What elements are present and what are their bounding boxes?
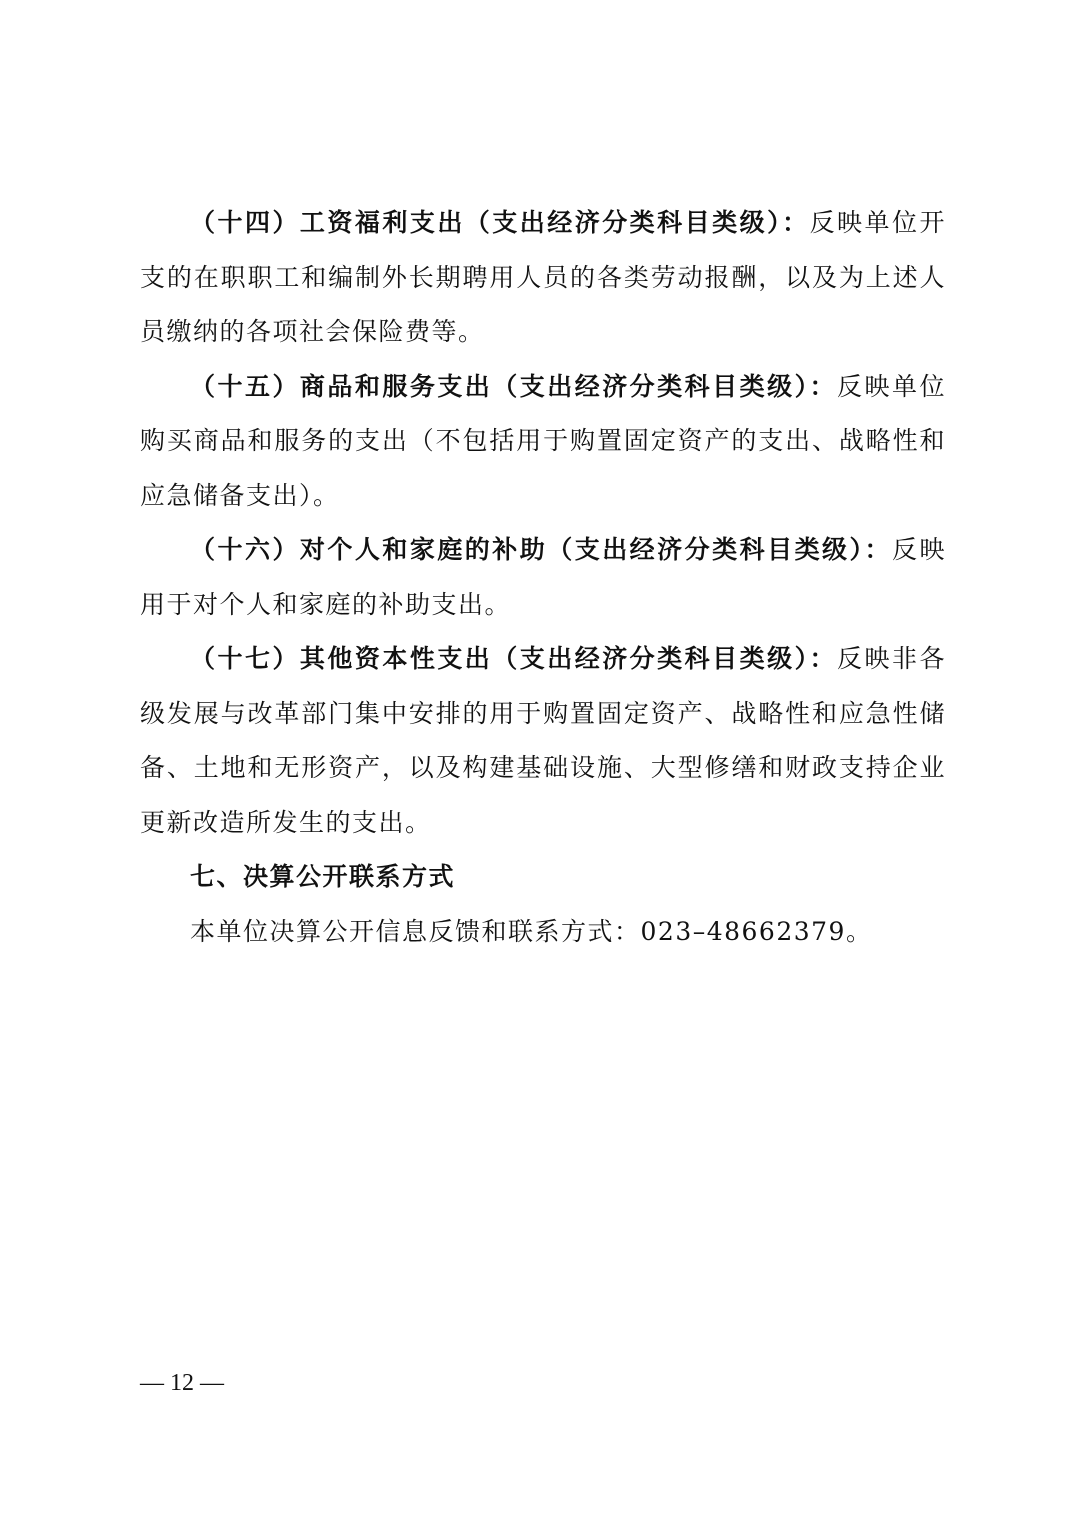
page-content: [140, 196, 946, 959]
section-heading-contact: 七、决算公开联系方式: [190, 862, 456, 891]
paragraph-lead: （十四）工资福利支出（支出经济分类科目类级）：: [190, 208, 810, 237]
paragraph-item-16: [140, 523, 946, 632]
paragraph-body: 反映单位购买商品和服务的支出（不包括用于购置固定资产的支出、战略性和应急储备支出）。: [140, 371, 946, 510]
paragraph-body: 反映单位开支的在职职工和编制外长期聘用人员的各类劳动报酬，以及为上述人员缴纳的各项社会保险费等。: [140, 208, 946, 346]
paragraph-lead: （十七）其他资本性支出（支出经济分类科目类级）：: [190, 644, 838, 673]
paragraph-body: 反映非各级发展与改革部门集中安排的用于购置固定资产、战略性和应急性储备、土地和无形资产，以及构建基础设施、大型修缮和财政支持企业更新改造所发生的支出。: [140, 644, 946, 837]
page-number: — 12 —: [140, 1370, 224, 1396]
paragraph-item-17: [140, 632, 946, 850]
paragraph-body: 反映用于对个人和家庭的补助支出。: [140, 535, 946, 619]
contact-paragraph: 本单位决算公开信息反馈和联系方式：023–48662379。: [190, 916, 873, 946]
paragraph-lead: （十六）对个人和家庭的补助（支出经济分类科目类级）：: [190, 535, 892, 564]
paragraph-item-14: [140, 196, 946, 360]
paragraph-lead: （十五）商品和服务支出（支出经济分类科目类级）：: [190, 371, 838, 401]
paragraph-item-15: [140, 360, 946, 524]
